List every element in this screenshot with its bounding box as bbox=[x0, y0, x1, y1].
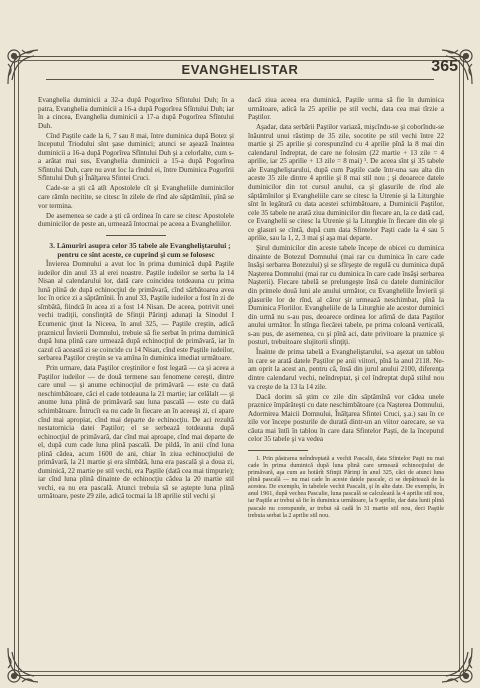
left-column bbox=[38, 96, 234, 503]
page-number: 365 bbox=[431, 58, 458, 75]
section-heading: 3. Lămuriri asupra celor 35 tabele ale Evangheliştarului ; pentru ce sînt aceste, ce cuprind şi cum se folosesc bbox=[49, 240, 231, 259]
corner-ornament-bottom-left bbox=[2, 642, 48, 688]
footnote: 1. Prin păstrarea neîndreptată a vechii Pascalii, data Sfintelor Paşti nu mai cade în prima duminică după luna plină care urmează echinocţiului de primăvară, aşa cum au hotărît Sfinţii Părinţi în anul 325, căci de atunci luna plină pascală — nu mai cade în aceste datele pascale, ci se depărtează de la acestea. De exemplu, în tabelele vechii Pascalii, şi în alte date. De exemplu, în anul 1961, după vechea Pascalie, luna pascală se calculează la 4 aprilie stil nou, iar Paştile ar trebui să fie în duminica următoare, la 9 aprilie, dar data lunii plină pascale nu corespunde, ar trebui să cadă în 31 martie stil nou, deci Paştile trebuia serbat la 2 aprilie stil nou. bbox=[248, 455, 444, 519]
paragraph: Şirul duminicilor din aceste tabele începe de obicei cu duminica dinainte de Botezul Domnului (mai rar cu duminica în care cade însăşi serbarea Botezului) şi se sfîrşeşte de regulă cu duminica după Naşterea Domnului (mai rar cu duminica în care cade însăşi serbarea Naşterii). Fiecare tabelă se prelungeşte însă cu datele duminicilor din primele două luni ale anului următor, cu Evangheliile Învierii şi glasurile lor de rînd, al căror şir urmează neschimbat, pînă la Duminica Floriilor. Evangheliile de la Liturghie ale acestor duminici din urmă nu s-au pus, deoarece ordinea lor atîrnă de data Paştilor anului următor. În stînga fiecărei tabele, pe prima coloană verticală, s-au pus, de asemenea, cu şi pînă aci, date privitoare la praznice şi posturi, trebuitoare slujitorii sfinţiţi. bbox=[248, 244, 444, 347]
corner-ornament-bottom-right bbox=[432, 642, 478, 688]
running-title: EVANGHELISTAR bbox=[181, 62, 299, 77]
footnote-divider bbox=[248, 450, 308, 451]
paragraph: Dacă dorim să ştim ce zile din săptămînă vor cădea unele praznice împărăteşti cu date neschimbătoare (ca Naşterea Domnului, Adormirea Maicii Domnului, Înălţarea Sfintei Cruci, ş.a.) sau în ce zile vor începe posturile de durată dintr-un an viitor oarecare, se va căuta mai întîi în tablou în care data Sfintelor Paşti, de la începutul celor 35 tabele şi va vedea bbox=[248, 392, 444, 444]
right-column bbox=[248, 96, 444, 521]
paragraph: Evanghelia duminicii a 32-a după Pogorîrea Sfîntului Duh; în a patra, Evanghelia duminicii a 16-a după Pogorîrea Sfîntului Duh; iar în a cincea, Evanghelia duminicii a 17-a după Pogorîrea Sfîntului Duh. bbox=[38, 96, 234, 130]
paragraph: Cînd Paştile cade la 6, 7 sau 8 mai, între duminica după Botez şi începutul Triodului sînt şase duminici; atunci se aşează înaintea duminicii a 16-a după Pogorîrea Sfîntului Duh şi a celorlalte, cum s-a arătat mai sus, Evanghelia duminicii a 15-a după Pogorîrea Sfîntului Duh, care nu avut loc la rîndul ei, între Duminica Pogorîrii Sfîntului Duh şi Înălţarea Sfintei Cruci. bbox=[38, 131, 234, 183]
paragraph: Învierea Domnului a avut loc în prima duminică după Paştile iudeilor din anul 33 al erei noastre. Paştile iudeilor se serba la 14 Nisan al calendarului lor, dată care coincidea totdeauna cu prima lună plină de după echinocţiul de primăvară, cînd sărbătoarea avea loc în orice zi a săptămînii. În anul 33, Paştile iudeilor a fost în zi de sîmbătă, fiindcă în acea zi a fost 14 Nisan. De aceea, potrivit unei vechi tradiţii, consfinţită de Sfinţii Părinţi adunaţi la Sinodul I Ecumenic ţinut la Niceea, în anul 325, — Paştile creştin, adică praznicul Învierii Domnului, trebuie să fie serbat în prima duminică după luna plină care urmează după echinocţiul de primăvară, iar în cazul că această zi se coincide cu 14 Nisan, cînd este Paştile iudeilor, serbarea Paştilor creştin se va amîna în duminica imediat următoare. bbox=[38, 260, 234, 363]
paragraph: Înainte de prima tabelă a Evangheliştarului, s-a aşezat un tablou în care se arată datele Paştilor pe anii viitori, pînă la anul 2118. Ne-am oprit la acest an, pentru că, însă din jurul anului 2100, diferenţa dintre calendarul vechi, neîndreptat, şi cel îndreptat după stilul nou va creşte de la 13 la 14 zile. bbox=[248, 348, 444, 391]
paragraph: De asemenea se cade a şti că ordinea în care se citesc Apostolele duminicilor de peste an, urmează întocmai pe aceea a Evangheliilor. bbox=[38, 211, 234, 229]
section-divider bbox=[106, 235, 166, 236]
paragraph: Aşadar, data serbării Paştilor variază, mişcîndu-se şi coborîndu-se înăuntrul unui răstimp de 35 zile, socotite pe stil vechi între 22 martie şi 25 aprilie şi corespunzînd cu 4 aprilie pînă la 8 mai din calendarul îndreptat, de care ne folosim (22 martie + 13 zile = 4 aprilie, iar 25 aprilie + 13 zile = 8 mai) ¹. De aceea sînt şi 35 tabele ale Evangheliştarului, după cum Paştile cade într-una sau alta din aceste 35 zile dintre 4 aprilie şi 8 mai stil nou ; şi deoarece datele duminicilor din tot cursul anului, ca şi glasurile de rînd ale săptămînilor şi Evangheliile care se citesc la Utrenie şi la Liturghie sînt în legătură cu data acestei schimbătoare, a Duminicii Paştilor, cele 35 tabele ne arată ziua duminicilor din fiecare an, la ce dată cad, ce Evanghelii se citesc la Utrenie şi la Liturghie în fiecare din ele şi ce glasuri se cîntă, după cum data Sfintelor Paşti cade la 4 sau 5 aprilie, sau la 1, 2, 3 mai şi aşa mai departe. bbox=[248, 123, 444, 243]
paragraph: dacă ziua aceea era duminică, Paştile urma să fie în duminica următoare, adică la 25 aprilie pe stil vechi, data cea mai tîrzie a Paştilor. bbox=[248, 96, 444, 122]
paragraph: Prin urmare, data Paştilor creştinilor e fost legată — ca şi aceea a Paştilor iudeilor — de două termene sau fenomene cereşti, dintre care unul — şi anume echinocţiul de primăvară — este cu dată neschimbătoare, căci el cade totdeauna la 21 martie; iar celălalt — şi anume luna plină de primăvară sau luna pascală — este cu dată schimbătoare. Întrucît ea nu cade în fiecare an în aceeaşi zi, ci apare cînd mai apropiat, cînd mai departe de echinocţiu. De aci rezultă nestatornicia datei Paştilor; el se serbează totdeauna după echinocţiul de primăvară, dar cînd mai aproape, cînd mai departe de el, după cum cade luna plină pascală. De pildă, în anii cînd luna plină cădea, acum 1600 de ani, chiar în ziua echinocţiului de primăvară, la 21 martie şi era sîmbătă, luna era pascală şi a doua zi, duminică, 22 martie pe stil vechi, era Paştile (dată cea mai timpurie); iar cînd luna plină dinainte de echinocţiu cădea la 20 martie stil vechi, ea nu era pascală. Atunci trebuia să se aştepte luna plină următoare, peste 29 zile, adică tocmai la 18 aprilie stil vechi şi bbox=[38, 364, 234, 501]
paragraph: Cade-se a şti că atît Apostolele cît şi Evangheliile duminicilor care rămîn necitite, se citesc în zilele de rînd ale săptămînii, pînă se vor termina. bbox=[38, 184, 234, 210]
header-rule bbox=[46, 79, 434, 80]
